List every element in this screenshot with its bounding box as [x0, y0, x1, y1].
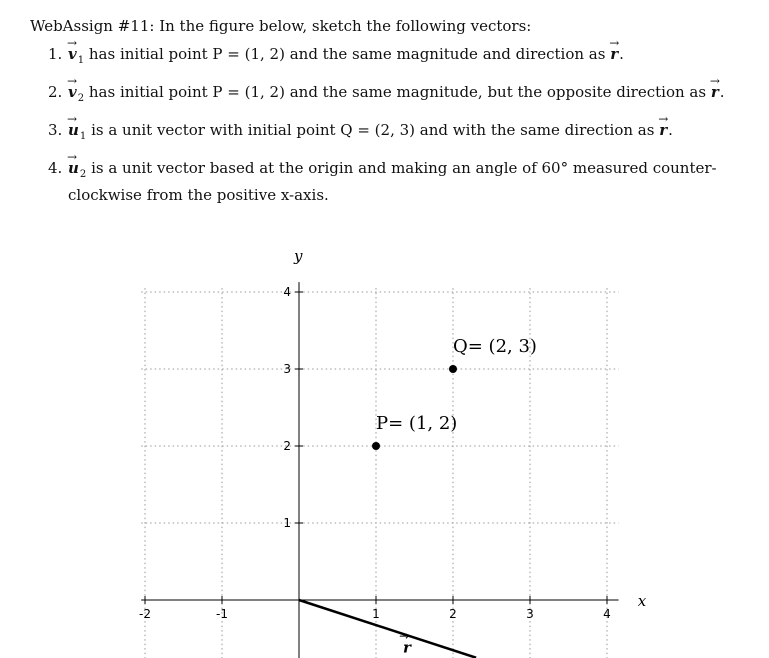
task-text: is a unit vector based at the origin and making an angle of 60° measured counter-clockwise from the positive x-axis.: [68, 159, 717, 204]
grid-lines: [141, 288, 618, 658]
x-tick-label: 3: [526, 607, 534, 621]
task-number: 3.: [48, 121, 63, 139]
task-number: 4.: [48, 159, 63, 177]
y-tick-label: 4: [283, 285, 291, 299]
vector-subscript: 2: [77, 93, 85, 104]
task-text: has initial point P = (1, 2) and the same magnitude and direction as: [88, 45, 606, 63]
task-text: is a unit vector with initial point Q = (2, 3) and with the same direction as: [91, 121, 655, 139]
axis-ticks: [139, 285, 611, 621]
y-tick-label: 3: [283, 362, 291, 376]
task-end: .: [668, 121, 673, 139]
vector-subscript: 1: [79, 131, 87, 142]
x-tick-label: 4: [603, 607, 611, 621]
x-tick-label: 1: [372, 607, 380, 621]
x-tick-label: -1: [216, 607, 228, 621]
vector-symbol-r: → r: [711, 82, 720, 103]
intro-text: WebAssign #11: In the figure below, sketch the following vectors:: [30, 17, 532, 35]
points: [372, 336, 537, 450]
vector-subscript: 2: [79, 169, 87, 180]
x-tick-label: -2: [139, 607, 151, 621]
axes: [141, 282, 618, 658]
vector-symbol: → u: [68, 120, 80, 141]
x-tick-label: 2: [449, 607, 457, 621]
vector-symbol-r: → r: [610, 44, 619, 65]
y-axis-label: y: [294, 247, 303, 266]
vector-r-label: r: [402, 638, 411, 657]
vector-symbol: → v: [68, 82, 78, 103]
vector-r-arrow-icon: →: [399, 629, 410, 644]
task-number: 2.: [48, 83, 63, 101]
task-end: .: [719, 83, 725, 101]
vector-subscript: 1: [77, 55, 85, 66]
point-label-q: Q= (2, 3): [453, 336, 537, 357]
task-number: 1.: [48, 45, 63, 63]
vector-symbol: → u: [68, 158, 80, 179]
task-text: has initial point P = (1, 2) and the same magnitude, but the opposite direction as: [88, 83, 707, 101]
x-axis-label: x: [637, 592, 647, 610]
point-q: [449, 365, 457, 373]
vector-symbol: → v: [68, 44, 78, 65]
vector-symbol-r: → r: [659, 120, 668, 141]
y-tick-label: 1: [283, 516, 291, 530]
task-end: .: [619, 45, 624, 63]
y-tick-label: 2: [283, 439, 291, 453]
point-label-p: P= (1, 2): [376, 413, 458, 434]
point-p: [372, 442, 380, 450]
